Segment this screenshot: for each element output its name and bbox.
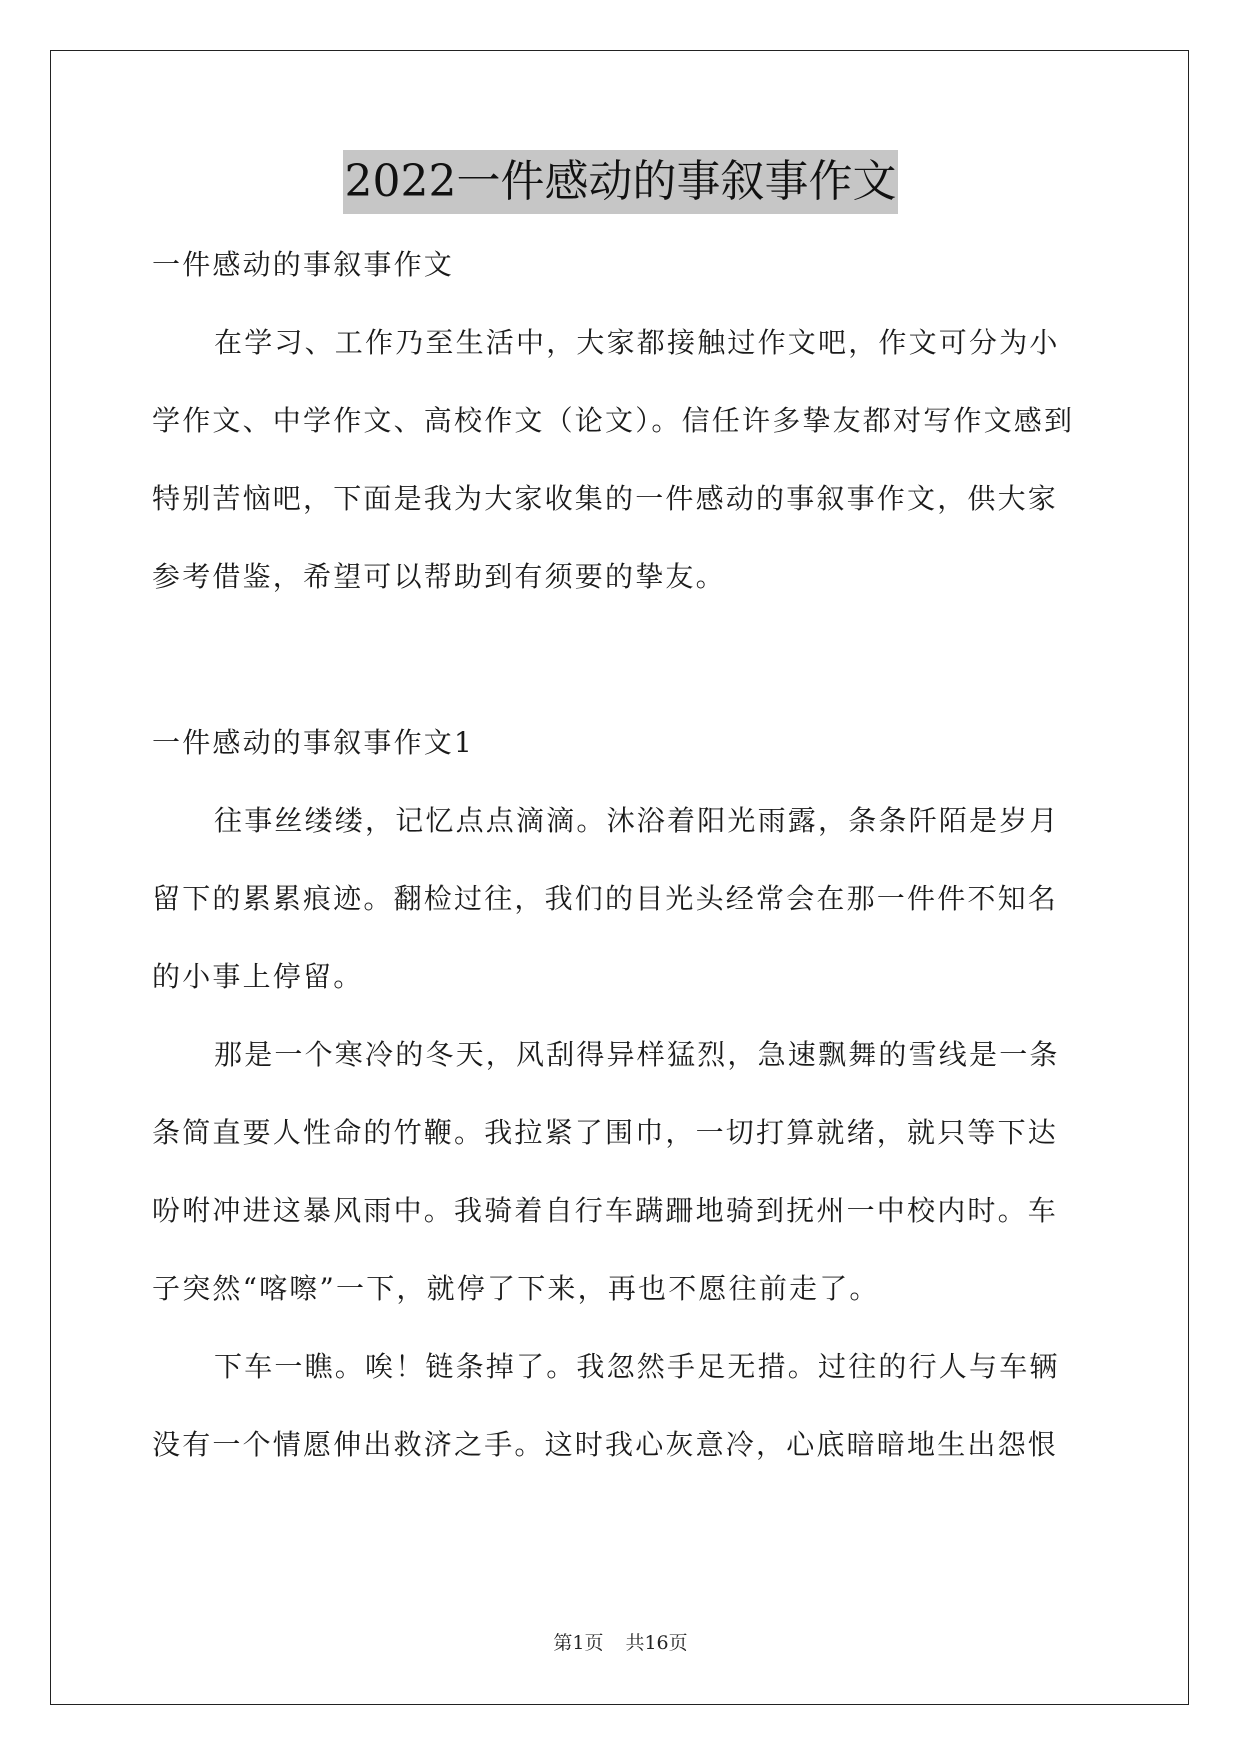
intro-line: 参考借鉴，希望可以帮助到有须要的挚友。 — [152, 560, 726, 593]
page-number: 第1页 — [553, 1632, 604, 1654]
paragraph-line: 子突然“喀嚓”一下，就停了下来，再也不愿往前走了。 — [152, 1272, 880, 1305]
spacer — [152, 616, 1092, 704]
paragraph-line: 没有一个情愿伸出救济之手。这时我心灰意冷，心底暗暗地生出怨恨 — [152, 1428, 1059, 1461]
paragraph-line: 留下的累累痕迹。翻检过往，我们的目光头经常会在那一件件不知名 — [152, 882, 1059, 915]
document-title: 2022一件感动的事叙事作文 — [343, 150, 899, 214]
section-heading: 一件感动的事叙事作文1 — [152, 726, 475, 759]
page-total: 共16页 — [625, 1632, 688, 1654]
paragraph-line: 往事丝缕缕，记忆点点滴滴。沐浴着阳光雨露，条条阡陌是岁月 — [214, 804, 1060, 837]
document-body — [152, 226, 1092, 1484]
subtitle: 一件感动的事叙事作文 — [152, 248, 455, 281]
intro-line: 学作文、中学作文、高校作文（论文）。信任许多挚友都对写作文感到 — [152, 404, 1075, 437]
intro-line: 特别苦恼吧，下面是我为大家收集的一件感动的事叙事作文，供大家 — [152, 482, 1059, 515]
paragraph-line: 那是一个寒冷的冬天，风刮得异样猛烈，急速飘舞的雪线是一条 — [214, 1038, 1060, 1071]
paragraph-line: 条简直要人性命的竹鞭。我拉紧了围巾，一切打算就绪，就只等下达 — [152, 1116, 1059, 1149]
intro-line: 在学习、工作乃至生活中，大家都接触过作文吧，作文可分为小 — [214, 326, 1060, 359]
paragraph-line: 下车一瞧。唉！链条掉了。我忽然手足无措。过往的行人与车辆 — [214, 1350, 1060, 1383]
title-container — [0, 150, 1241, 214]
page-footer — [0, 1628, 1241, 1655]
paragraph-line: 吩咐冲进这暴风雨中。我骑着自行车蹒跚地骑到抚州一中校内时。车 — [152, 1194, 1059, 1227]
paragraph-line: 的小事上停留。 — [152, 960, 364, 993]
